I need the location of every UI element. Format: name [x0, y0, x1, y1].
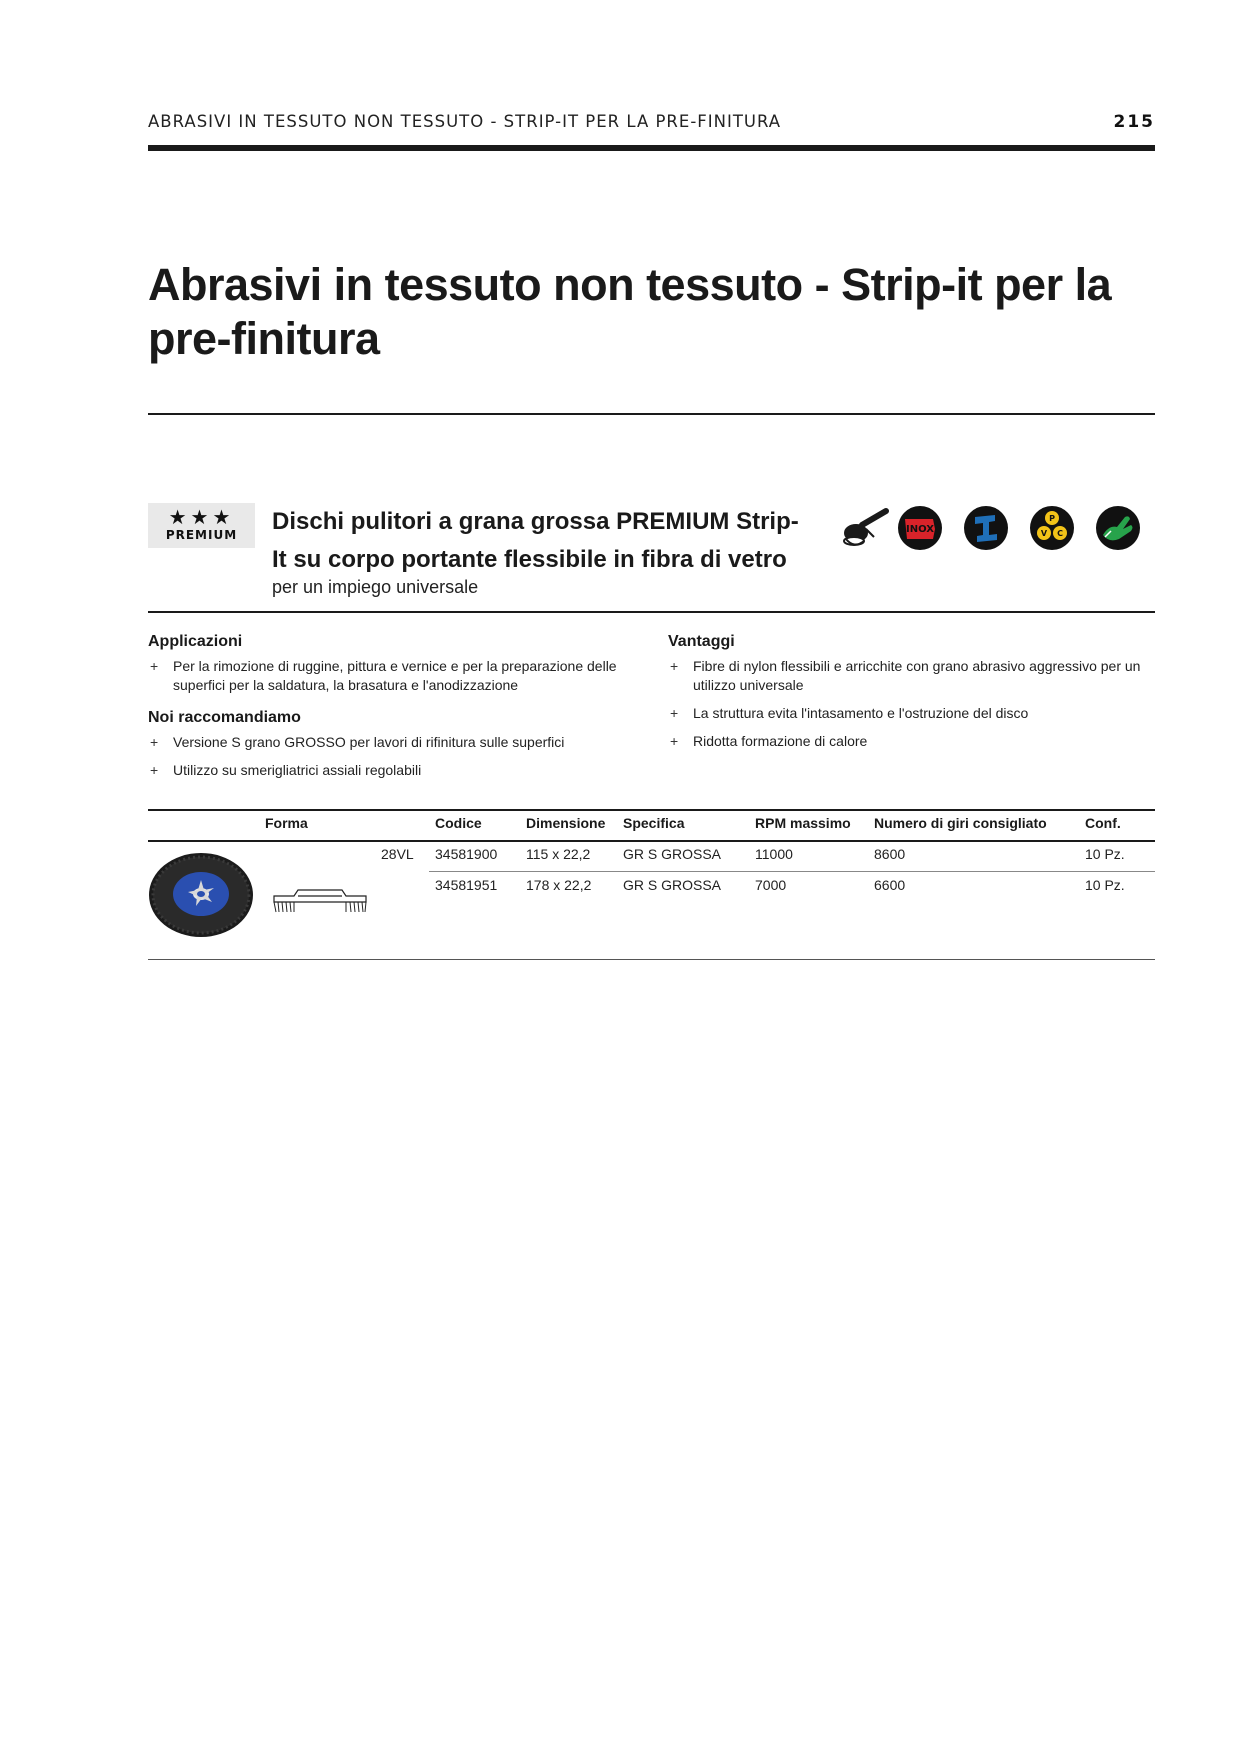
th-codice: Codice: [435, 815, 482, 831]
list-item: + Utilizzo su smerigliatrici assiali regolabili: [150, 762, 422, 778]
left-column: [148, 633, 648, 789]
th-conf: Conf.: [1085, 815, 1121, 831]
row1-codice: 34581900: [435, 846, 498, 862]
th-forma: Forma: [265, 815, 308, 831]
product-subtitle: per un impiego universale: [272, 577, 479, 597]
plus-icon: +: [670, 733, 679, 749]
vantaggi-list: [668, 657, 1168, 751]
raccomandiamo-heading: Noi raccomandiamo: [148, 709, 301, 726]
th-giri: Numero di giri consigliato: [874, 815, 1047, 831]
row2-giri: 6600: [874, 877, 906, 893]
table-header-rule: [148, 840, 1155, 842]
row1-rpm: 11000: [755, 846, 793, 862]
row2-specifica: GR S GROSSA: [623, 877, 722, 893]
running-header: [148, 112, 1155, 136]
rating-stars-icon: ★★★: [168, 505, 235, 529]
list-item: + Ridotta formazione di calore: [670, 733, 868, 749]
row2-conf: 10 Pz.: [1085, 877, 1125, 893]
disc-profile-drawing: [272, 884, 368, 914]
th-specifica: Specifica: [623, 815, 685, 831]
plus-icon: +: [670, 705, 679, 721]
pvc-icon: [1029, 505, 1075, 551]
th-rpm: RPM massimo: [755, 815, 851, 831]
applicazioni-list: [148, 657, 648, 695]
plus-icon: +: [150, 762, 159, 778]
row2-dimensione: 178 x 22,2: [526, 877, 592, 893]
row1-dimensione: 115 x 22,2: [526, 846, 591, 862]
row1-conf: 10 Pz.: [1085, 846, 1125, 862]
page-title-line2: pre-finitura: [148, 313, 380, 364]
inox-label: INOX: [906, 524, 934, 535]
title-rule: [148, 413, 1155, 415]
table-top-rule: [148, 809, 1155, 811]
product-title-line2: It su corpo portante flessibile in fibra di vetro: [272, 546, 787, 573]
premium-badge: [148, 503, 255, 548]
row2-rpm: 7000: [755, 877, 787, 893]
product-title-line1: Dischi pulitori a grana grossa PREMIUM Strip-: [272, 508, 799, 535]
forma-code: 28VL: [381, 846, 414, 862]
plus-icon: +: [150, 734, 159, 750]
row1-specifica: GR S GROSSA: [623, 846, 722, 862]
right-column: [668, 633, 1168, 760]
list-item: + La struttura evita l'intasamento e l'ostruzione del disco: [670, 705, 1029, 721]
table-row-rule: [429, 871, 1155, 872]
row1-giri: 8600: [874, 846, 906, 862]
page-number: 215: [1113, 112, 1155, 132]
plus-icon: +: [670, 658, 679, 674]
table-bottom-rule: [148, 959, 1155, 960]
steel-beam-icon: [963, 505, 1009, 551]
list-item: + Fibre di nylon flessibili e arricchite con grano abrasivo aggressivo per un utilizzo universale: [670, 658, 1141, 693]
applicazioni-heading: Applicazioni: [148, 633, 243, 650]
page-title: [148, 258, 1155, 366]
svg-text:V: V: [1040, 529, 1048, 538]
product-title: [272, 503, 832, 579]
plus-icon: +: [150, 658, 159, 674]
list-item: + Per la rimozione di ruggine, pittura e vernice e per la preparazione delle superfici per la saldatura, la brasatura e l'anodizzazione: [150, 658, 617, 693]
svg-text:P: P: [1049, 514, 1055, 523]
hand-paint-icon: [1095, 505, 1141, 551]
list-item: + Versione S grano GROSSO per lavori di rifinitura sulle superfici: [150, 734, 565, 750]
th-dimensione: Dimensione: [526, 815, 606, 831]
running-title: ABRASIVI IN TESSUTO NON TESSUTO - STRIP-IT PER LA PRE-FINITURA: [148, 112, 782, 131]
raccomandiamo-list: [148, 733, 648, 780]
header-rule: [148, 145, 1155, 151]
svg-text:C: C: [1057, 529, 1063, 538]
inox-icon: [897, 505, 943, 551]
row2-codice: 34581951: [435, 877, 498, 893]
product-rule: [148, 611, 1155, 613]
strip-disc-image: [148, 852, 254, 938]
angle-grinder-icon: [842, 505, 892, 551]
page-title-line1: Abrasivi in tessuto non tessuto - Strip-it per la: [148, 259, 1112, 310]
vantaggi-heading: Vantaggi: [668, 633, 735, 650]
premium-label: PREMIUM: [165, 528, 238, 542]
